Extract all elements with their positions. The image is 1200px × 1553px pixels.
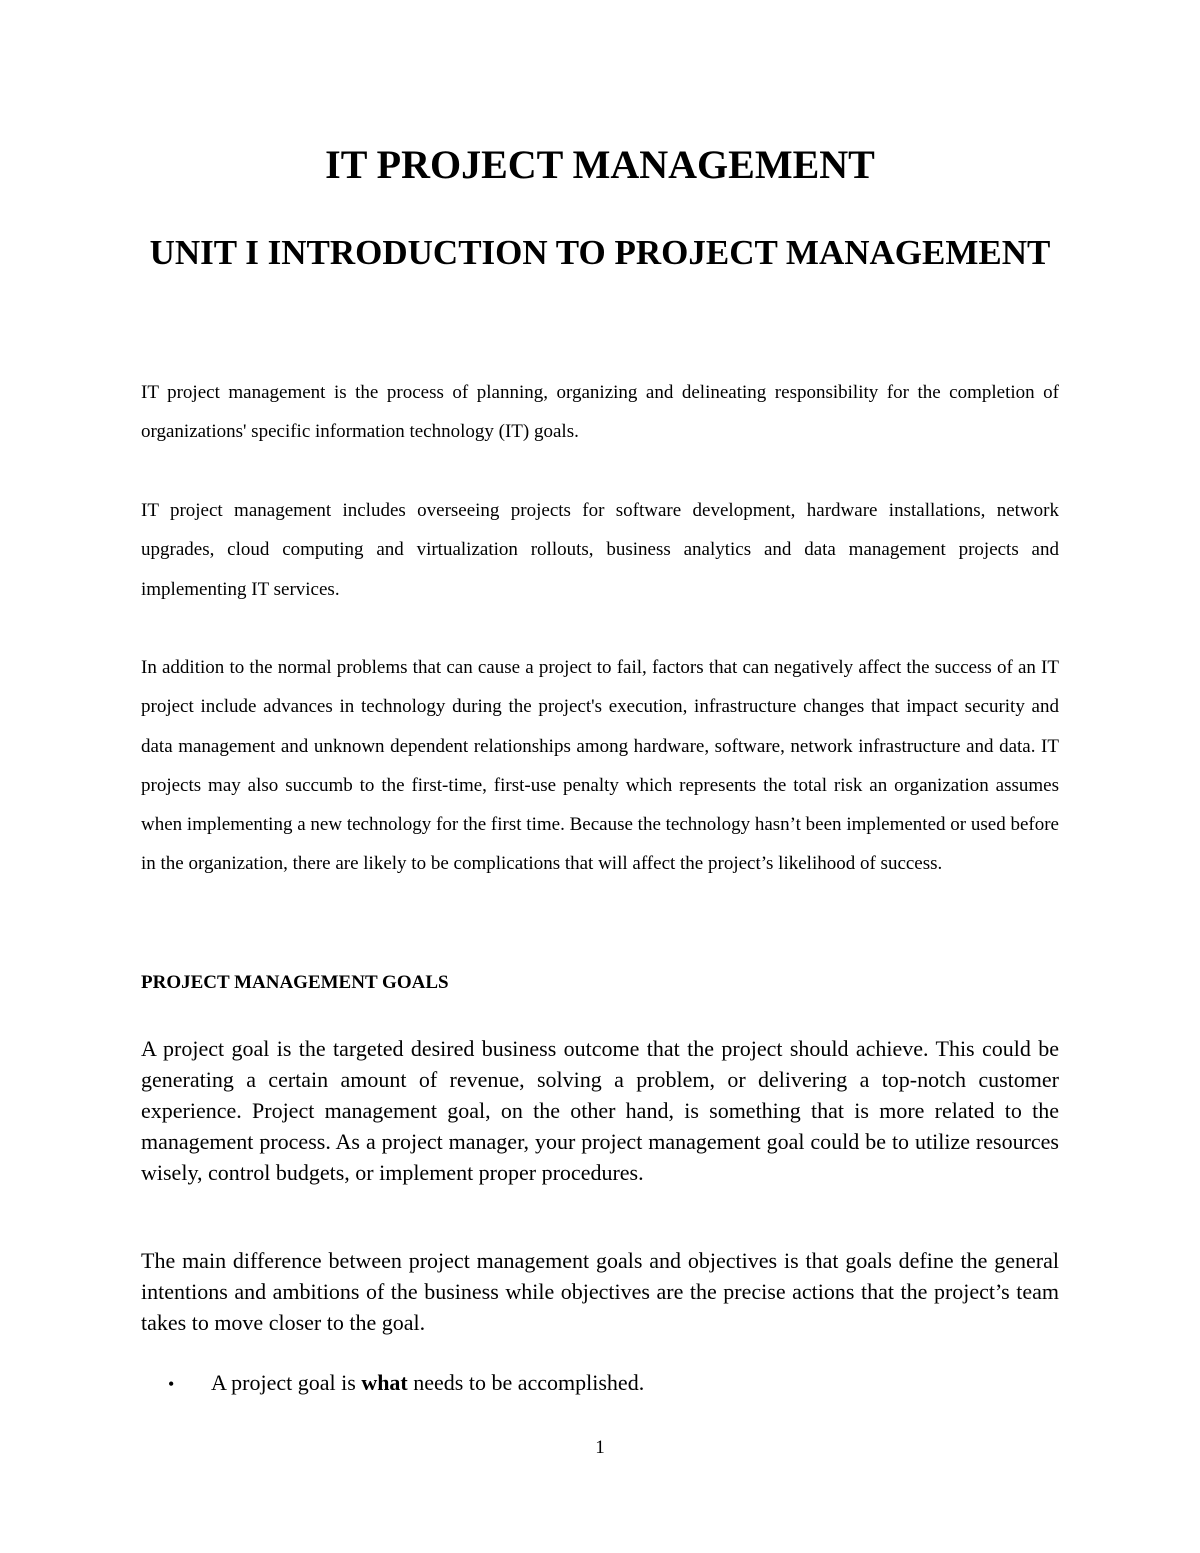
- section-heading-goals: PROJECT MANAGEMENT GOALS: [141, 972, 449, 993]
- bullet-text-bold: what: [361, 1370, 408, 1395]
- bullet-text: [211, 1367, 644, 1398]
- bullet-marker: •: [168, 1374, 175, 1394]
- paragraph-project-goal: A project goal is the targeted desired business outcome that the project should achieve. This could be generating a certain amount of revenue, solving a problem, or delivering a top-notch customer experience. Project management goal, on the other hand, is something that is more related to the management process. As a project manager, your project management goal could be to utilize resources wisely, control budgets, or implement proper procedures.: [141, 1036, 1059, 1185]
- page-number: 1: [595, 1437, 605, 1458]
- paragraph-scope: IT project management includes overseeing projects for software development, hardware installations, network upgrades, cloud computing and virtualization rollouts, business analytics and data management projects and implementing IT services.: [141, 500, 1059, 600]
- bullet-list-item: [168, 1367, 644, 1400]
- document-title: IT PROJECT MANAGEMENT: [325, 142, 875, 187]
- paragraph-risk-factors: In addition to the normal problems that can cause a project to fail, factors that can negatively affect the success of an IT project include advances in technology during the project's execution, infrastructure changes that impact security and data management and unknown dependent relationships among hardware, software, network infrastructure and data. IT projects may also succumb to the first-time, first-use penalty which represents the total risk an organization assumes when implementing a new technology for the first time. Because the technology hasn’t been implemented or used before in the organization, there are likely to be complications that will affect the project’s likelihood of success.: [141, 657, 1059, 875]
- unit-title: UNIT I INTRODUCTION TO PROJECT MANAGEMENT: [149, 233, 1051, 272]
- bullet-text-after: needs to be accomplished.: [407, 1370, 645, 1395]
- paragraph-definition: IT project management is the process of planning, organizing and delineating responsibility for the completion of organizations' specific information technology (IT) goals.: [141, 382, 1059, 443]
- paragraph-goals-vs-objectives: The main difference between project management goals and objectives is that goals define the general intentions and ambitions of the business while objectives are the precise actions that the project’s team takes to move closer to the goal.: [141, 1248, 1059, 1335]
- bullet-text-before: A project goal is: [211, 1370, 362, 1395]
